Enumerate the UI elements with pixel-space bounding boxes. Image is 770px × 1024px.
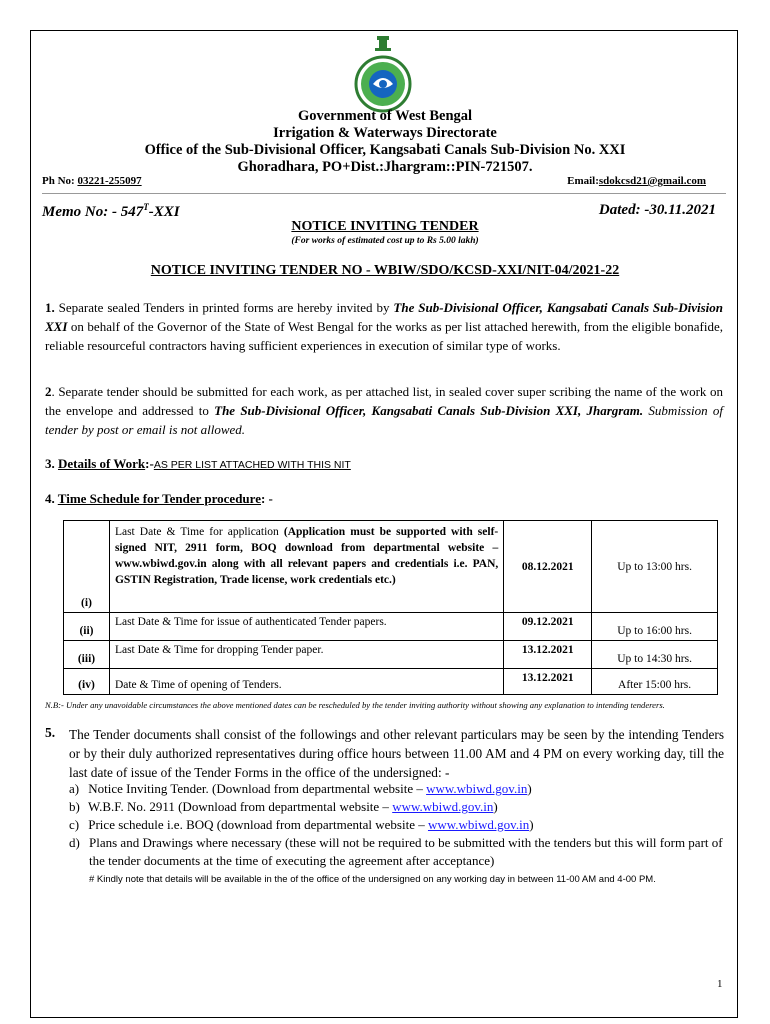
tender-schedule-table (63, 520, 718, 695)
list-item-label: a) (69, 781, 80, 796)
table-row (64, 521, 718, 613)
para2-text-a: . Separate tender should be submitted for each work, as per attached list, in sealed cover super scribing the name of the work on the envelope and addressed to (45, 384, 723, 418)
list-item-tail: ) (529, 817, 534, 832)
phone-number: 03221-255097 (77, 175, 142, 187)
schedule-no: (i) (64, 521, 110, 613)
memo-suffix: -XXI (148, 204, 180, 220)
para2-text-c: Submission of tender by post or email is not allowed. (45, 403, 724, 437)
schedule-no: (ii) (64, 613, 110, 641)
schedule-desc-bold: (Application must be supported with self-signed NIT, 2911 form, BOQ download from departmental website – www.wbiwd.gov.in along with all relevant papers and credentials i.e. PAN, GSTIN Registration, Trade license, work credentials etc.) (114, 526, 499, 586)
nit-number: NOTICE INVITING TENDER NO - WBIW/SDO/KCSD-XXI/NIT-04/2021-22 (150, 263, 620, 278)
phone-info (42, 175, 142, 187)
list-item-label: d) (69, 835, 80, 850)
header-line-3: Office of the Sub-Divisional Officer, Kangsabati Canals Sub-Division No. XXI (144, 142, 626, 158)
email-address: sdokcsd21@gmail.com (598, 175, 706, 187)
list-item-text: W.B.F. No. 2911 (Download from departmental website – (88, 799, 393, 814)
notice-subtitle: (For works of estimated cost up to Rs 5.00 lakh) (291, 236, 479, 246)
website-link[interactable]: www.wbiwd.gov.in (426, 781, 528, 796)
para4-sep: : - (260, 491, 273, 506)
list-item-label: c) (69, 817, 80, 832)
list-item-text: Notice Inviting Tender. (Download from departmental website – (88, 781, 427, 796)
schedule-desc: Date & Time of opening of Tenders. (109, 669, 503, 695)
para3-label: Details of Work (58, 456, 146, 471)
paragraph-1 (45, 298, 723, 355)
schedule-desc (109, 521, 503, 613)
website-link[interactable]: www.wbiwd.gov.in (392, 799, 494, 814)
para4-label: Time Schedule for Tender procedure (57, 491, 261, 506)
west-bengal-emblem-icon (343, 34, 423, 114)
schedule-time: Up to 13:00 hrs. (592, 521, 718, 613)
schedule-no: (iii) (64, 641, 110, 669)
list-item-tail: ) (527, 781, 532, 796)
email-label: Email: (567, 175, 599, 187)
list-item (69, 798, 724, 816)
header-divider (42, 193, 726, 194)
list-item-text: Plans and Drawings where necessary (these will not be required to be submitted with the tenders but this will form part of the tender documents at the time of executing the agreement after acceptance) (89, 835, 723, 868)
schedule-no: (iv) (64, 669, 110, 695)
list-item-label: b) (69, 799, 80, 814)
para1-text-a: Separate sealed Tenders in printed forms are hereby invited by (54, 300, 394, 315)
memo-date: Dated: -30.11.2021 (598, 202, 716, 218)
schedule-date: 13.12.2021 (504, 669, 592, 695)
para1-text-c: on behalf of the Governor of the State of West Bengal for the works as per list attached herewith, from the eligible bonafide, reliable resourceful contractors having sufficient experiences in execution of similar type of works. (45, 319, 723, 353)
page-number: 1 (717, 978, 723, 990)
email-info (567, 175, 706, 187)
table-row (64, 613, 718, 641)
paragraph-2 (45, 382, 723, 439)
schedule-time: Up to 14:30 hrs. (592, 641, 718, 669)
schedule-desc: Last Date & Time for issue of authenticated Tender papers. (109, 613, 503, 641)
schedule-desc: Last Date & Time for dropping Tender paper. (109, 641, 503, 669)
website-link[interactable]: www.wbiwd.gov.in (427, 817, 530, 832)
table-row (64, 669, 718, 695)
table-row (64, 641, 718, 669)
schedule-date: 13.12.2021 (504, 641, 592, 669)
list-item (69, 834, 724, 870)
schedule-date: 08.12.2021 (504, 521, 592, 613)
notice-title: NOTICE INVITING TENDER (291, 219, 479, 234)
list-item-tail: ) (493, 799, 498, 814)
para1-num: 1. (45, 300, 55, 315)
memo-sup: T (143, 202, 149, 212)
para5-num: 5. (45, 725, 56, 740)
paragraph-3 (45, 456, 351, 472)
para3-num: 3. (45, 456, 58, 471)
paragraph-4 (45, 491, 273, 507)
schedule-desc-text: Last Date & Time for application (114, 526, 284, 538)
schedule-time: After 15:00 hrs. (592, 669, 718, 695)
para4-num: 4. (45, 491, 58, 506)
para1-office: The Sub-Divisional Officer, Kangsabati Canals Sub-Division XXI (45, 300, 723, 334)
para2-num: 2 (45, 384, 52, 399)
list-item-text: Price schedule i.e. BOQ (download from departmental website – (88, 817, 428, 832)
header-line-2: Irrigation & Waterways Directorate (273, 125, 497, 141)
list-item (69, 780, 724, 798)
para2-office: The Sub-Divisional Officer, Kangsabati Canals Sub-Division XXI, Jhargram. (214, 403, 644, 418)
availability-note: # Kindly note that details will be available in the of the office of the undersigned on any working day in between 11-00 AM and 4-00 PM. (89, 874, 656, 885)
header-line-1: Government of West Bengal (297, 108, 473, 124)
paragraph-5: The Tender documents shall consist of the followings and other relevant particulars may be seen by the intending Tenders or by their duly authorized representatives during office hours between 11.00 AM and 4 PM on every working day, till the last date of issue of the Tender Forms in the office of the undersigned: - (69, 727, 724, 780)
schedule-date: 09.12.2021 (504, 613, 592, 641)
list-item (69, 816, 724, 834)
para3-value: AS PER LIST ATTACHED WITH THIS NIT (153, 459, 351, 471)
memo-no-text: Memo No: - 547 (42, 204, 144, 220)
para3-sep: :- (145, 456, 154, 471)
phone-label: Ph No: (42, 175, 78, 187)
schedule-time: Up to 16:00 hrs. (592, 613, 718, 641)
header-line-4: Ghoradhara, PO+Dist.:Jhargram::PIN-721507. (237, 159, 533, 175)
nb-note: N.B:- Under any unavoidable circumstances the above mentioned dates can be rescheduled by the tender inviting authority without showing any explanation to intending tenderers. (45, 700, 665, 710)
